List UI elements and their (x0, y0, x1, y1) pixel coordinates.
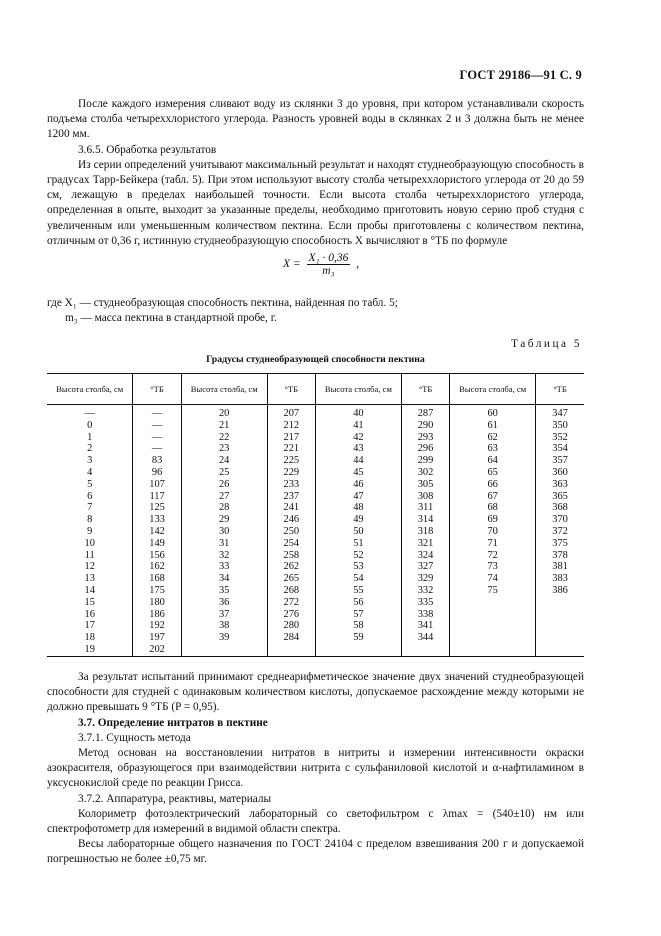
table-cell: 284 (267, 632, 315, 644)
table-cell: 2 (47, 443, 133, 455)
table-cell: 41 (315, 420, 401, 432)
table-cell: 246 (267, 514, 315, 526)
table-row (47, 538, 584, 550)
table-row (47, 597, 584, 609)
table-cell: 156 (133, 550, 181, 562)
table-cell: — (47, 405, 133, 420)
table-cell: 17 (47, 620, 133, 632)
formula-legend (47, 296, 398, 326)
table-title: Градусы студнеобразующей способности пектина (206, 354, 425, 365)
table-cell: 302 (401, 467, 449, 479)
table-cell: 117 (133, 491, 181, 503)
table-cell: 225 (267, 455, 315, 467)
table-cell: 287 (401, 405, 449, 420)
table-cell (267, 644, 315, 656)
table-cell: 290 (401, 420, 449, 432)
table-cell: 180 (133, 597, 181, 609)
table-cell: 258 (267, 550, 315, 562)
table-cell: — (133, 432, 181, 444)
table-cell: 21 (181, 420, 267, 432)
table-cell: 50 (315, 526, 401, 538)
table-cell: 3 (47, 455, 133, 467)
table-row (47, 479, 584, 491)
table-row (47, 526, 584, 538)
table-cell: 368 (552, 502, 568, 514)
table-row (47, 514, 584, 526)
table-cell: 42 (315, 432, 401, 444)
table-header-cell: °ТБ (536, 374, 584, 405)
table-header-cell: °ТБ (133, 374, 181, 405)
table-cell: 237 (267, 491, 315, 503)
table-cell: 241 (267, 502, 315, 514)
table-cell: 33 (181, 561, 267, 573)
table-cell: 324 (401, 550, 449, 562)
table-cell: 20 (181, 405, 267, 420)
table-cell: 107 (133, 479, 181, 491)
table-cell: 69 (450, 514, 536, 526)
table-cell: 329 (401, 573, 449, 585)
table-cell: 19 (47, 644, 133, 656)
table-cell: 0 (47, 420, 133, 432)
table-cell: 375 (552, 537, 568, 549)
table-cell: 233 (267, 479, 315, 491)
table-row (47, 405, 584, 420)
table-cell: 383 (552, 573, 568, 585)
table-cell: 149 (133, 538, 181, 550)
table-cell: 341 (401, 620, 449, 632)
table-cell: 357 (552, 455, 568, 467)
paragraph-result-processing: Из серии определений учитывают максимальный результат и находят студнеобразующую способность в градусах Тарр-Бейкера (табл. 5). При этом используют высоту столба четыреххлористого углерода от 20 до 59 см, лежащую в пределах наибольшей точности. Если высота столба четыреххлористого углерода, определенная в опыте, выходит за указанные пределы, необходимо приготовить новую серию проб студня с увеличенным или уменьшенным количеством пектина. Если пробы приготовлены с количеством пектина, отличным от 0,36 г, истинную студнеобразующую способность X вычисляют в °ТБ по формуле (47, 158, 584, 247)
table-cell: — (133, 405, 181, 420)
table-row (47, 620, 584, 632)
table-cell: 207 (267, 405, 315, 420)
table-cell: 386 (552, 584, 568, 596)
table-cell: 28 (181, 502, 267, 514)
table-header-cell: Высота столба, см (181, 374, 267, 405)
paragraph-result-average: За результат испытаний принимают среднеарифметическое значение двух значений студнеобразующей способности для студней с одинаковым количеством кислоты, допускаемое расхождение между которыми не должно превышать 9 °ТБ (P = 0,95). (47, 671, 584, 714)
table-cell: 54 (315, 573, 401, 585)
table-cell: 63 (450, 443, 536, 455)
formula-fraction (307, 252, 351, 277)
text-block-top (47, 97, 584, 249)
table-cell: 56 (315, 597, 401, 609)
table-cell (536, 597, 584, 609)
table-cell: 168 (133, 573, 181, 585)
table-cell: 7 (47, 502, 133, 514)
paragraph-water-drain: После каждого измерения сливают воду из склянки 3 до уровня, при котором устанавливали скорость подъема столба четыреххлористого углерода. Разность уровней воды в склянках 2 и 3 должна быть не менее 1200 мм. (47, 98, 584, 141)
table-cell (536, 609, 584, 621)
table-cell: 272 (267, 597, 315, 609)
table-cell (450, 597, 536, 609)
section-3-7-heading: 3.7. Определение нитратов в пектине (78, 716, 268, 729)
table-body (47, 405, 584, 657)
table-cell: 75 (450, 585, 536, 597)
section-3-6-5-heading: 3.6.5. Обработка результатов (78, 143, 217, 156)
paragraph-scales: Весы лабораторные общего назначения по ГОСТ 24104 с пределом взвешивания 200 г и допускаемой погрешностью не более ±0,75 мг. (47, 838, 584, 866)
table-row (47, 644, 584, 656)
table-cell: 51 (315, 538, 401, 550)
table-cell: 32 (181, 550, 267, 562)
table-cell (315, 644, 401, 656)
table-row (47, 609, 584, 621)
table-cell: 49 (315, 514, 401, 526)
table-cell: 296 (401, 443, 449, 455)
table-cell: 58 (315, 620, 401, 632)
table-cell: 73 (450, 561, 536, 573)
table-cell: 276 (267, 609, 315, 621)
table-cell: 318 (401, 526, 449, 538)
table-cell (181, 644, 267, 656)
table-row (47, 432, 584, 444)
table-cell: 26 (181, 479, 267, 491)
table-number: Таблица 5 (511, 338, 582, 350)
table-cell: 175 (133, 585, 181, 597)
table-cell: 202 (133, 644, 181, 656)
table-cell: 24 (181, 455, 267, 467)
legend-line-x1: где X₁ — студнеобразующая способность пектина, найденная по табл. 5; (47, 297, 398, 309)
table-cell: 370 (552, 514, 568, 526)
table-cell: 83 (133, 455, 181, 467)
paragraph-method-essence: Метод основан на восстановлении нитратов в нитриты и измерении интенсивности окраски азокрасителя, образующегося при взаимодействии нитрита с сульфаниловой кислотой и α-нафтиламином в уксуснокислой среде по реакции Грисса. (47, 747, 584, 790)
formula-numerator: X₁ · 0,36 (308, 252, 349, 264)
table-cell: 372 (552, 525, 568, 537)
table-row (47, 550, 584, 562)
table-cell: 347 (552, 408, 568, 419)
table-cell: 45 (315, 467, 401, 479)
table-cell: 72 (450, 550, 536, 562)
formula (283, 252, 359, 277)
table-cell: 31 (181, 538, 267, 550)
table-row (47, 420, 584, 432)
paragraph-colorimeter: Колориметр фотоэлектрический лабораторный со светофильтром с λmax = (540±10) нм или спектрофотометр для измерений в видимой области спектра. (47, 807, 584, 836)
table-cell: 29 (181, 514, 267, 526)
table-cell: 360 (552, 466, 568, 478)
table-cell: 338 (401, 609, 449, 621)
table-cell: 10 (47, 538, 133, 550)
table-row (47, 467, 584, 479)
table-cell: 321 (401, 538, 449, 550)
legend-line-m3: m₃ — масса пектина в стандартной пробе, г. (65, 312, 277, 325)
table-cell: 34 (181, 573, 267, 585)
table-cell: 71 (450, 538, 536, 550)
table-cell (536, 632, 584, 644)
table-cell (536, 620, 584, 632)
table-cell: 5 (47, 479, 133, 491)
table-cell: 363 (552, 478, 568, 490)
table-cell: 354 (552, 443, 568, 455)
table-cell: 67 (450, 491, 536, 503)
table-cell: 48 (315, 502, 401, 514)
table-row (47, 443, 584, 455)
table-cell: 212 (267, 420, 315, 432)
table-cell: 133 (133, 514, 181, 526)
table-cell: 53 (315, 561, 401, 573)
table-cell: 66 (450, 479, 536, 491)
table-cell: 186 (133, 609, 181, 621)
table-cell: 96 (133, 467, 181, 479)
formula-tail: , (356, 258, 360, 271)
table-cell: 1 (47, 432, 133, 444)
table-cell (450, 620, 536, 632)
table-cell: 299 (401, 455, 449, 467)
table-cell: 40 (315, 405, 401, 420)
table-cell: 365 (552, 490, 568, 502)
table-cell: 280 (267, 620, 315, 632)
table-header-cell: Высота столба, см (450, 374, 536, 405)
table-cell: 197 (133, 632, 181, 644)
table-row (47, 585, 584, 597)
table-cell: 57 (315, 609, 401, 621)
table-cell (536, 644, 584, 656)
table-cell: 344 (401, 632, 449, 644)
table-cell: — (133, 443, 181, 455)
table-header-cell: Высота столба, см (47, 374, 133, 405)
table-cell: 332 (401, 585, 449, 597)
table-cell: 378 (552, 549, 568, 561)
table-cell: 125 (133, 502, 181, 514)
table-cell: 305 (401, 479, 449, 491)
table-cell: 18 (47, 632, 133, 644)
table-header-cell: Высота столба, см (315, 374, 401, 405)
table-cell: 327 (401, 561, 449, 573)
table-cell: 250 (267, 526, 315, 538)
table-cell: 254 (267, 538, 315, 550)
table-cell: 352 (552, 431, 568, 443)
table-cell: 381 (552, 561, 568, 573)
table-cell: 35 (181, 585, 267, 597)
table-cell (401, 644, 449, 656)
table-cell: 52 (315, 550, 401, 562)
table-cell: 14 (47, 585, 133, 597)
table-header-row (47, 374, 584, 405)
text-block-bottom (47, 670, 584, 868)
table-header-cell: °ТБ (401, 374, 449, 405)
table-cell: 6 (47, 491, 133, 503)
table-cell: 142 (133, 526, 181, 538)
table-cell: 59 (315, 632, 401, 644)
table-cell: 64 (450, 455, 536, 467)
table-5 (47, 373, 584, 657)
table-cell: 65 (450, 467, 536, 479)
table-row (47, 455, 584, 467)
section-3-7-1-heading: 3.7.1. Сущность метода (78, 731, 191, 744)
page-header: ГОСТ 29186—91 С. 9 (459, 68, 582, 82)
table-cell: 311 (401, 502, 449, 514)
table-cell: 308 (401, 491, 449, 503)
table-cell: 221 (267, 443, 315, 455)
section-3-7-2-heading: 3.7.2. Аппаратура, реактивы, материалы (78, 792, 272, 805)
table-cell: 44 (315, 455, 401, 467)
table-cell: 217 (267, 432, 315, 444)
table-cell: 30 (181, 526, 267, 538)
table-cell: 162 (133, 561, 181, 573)
table-cell: 62 (450, 432, 536, 444)
table-row (47, 502, 584, 514)
formula-denominator: m₃ (322, 265, 335, 277)
table-cell (450, 609, 536, 621)
table-cell: 60 (450, 405, 536, 420)
table-cell: 12 (47, 561, 133, 573)
table-cell: 262 (267, 561, 315, 573)
table-cell: 9 (47, 526, 133, 538)
table-cell (450, 644, 536, 656)
table-row (47, 632, 584, 644)
table-cell: 36 (181, 597, 267, 609)
table-cell: 4 (47, 467, 133, 479)
table-cell: 15 (47, 597, 133, 609)
table-row (47, 491, 584, 503)
table-cell: 43 (315, 443, 401, 455)
table-cell: 16 (47, 609, 133, 621)
table-row (47, 561, 584, 573)
table-cell: 47 (315, 491, 401, 503)
table-cell: 268 (267, 585, 315, 597)
table-cell: 25 (181, 467, 267, 479)
table-cell: 70 (450, 526, 536, 538)
table-cell: 46 (315, 479, 401, 491)
table-cell: 11 (47, 550, 133, 562)
table-cell: 68 (450, 502, 536, 514)
table-cell: 13 (47, 573, 133, 585)
table-cell: 265 (267, 573, 315, 585)
table-cell: 39 (181, 632, 267, 644)
table-cell: 27 (181, 491, 267, 503)
table-cell: 22 (181, 432, 267, 444)
table-cell: 8 (47, 514, 133, 526)
formula-lhs: X = (283, 258, 301, 271)
table-row (47, 573, 584, 585)
table-header-cell: °ТБ (267, 374, 315, 405)
table-cell: 293 (401, 432, 449, 444)
table-cell: 350 (552, 419, 568, 431)
table-cell: 192 (133, 620, 181, 632)
table-cell: 335 (401, 597, 449, 609)
table-cell: 314 (401, 514, 449, 526)
table-cell: 61 (450, 420, 536, 432)
table-cell: — (133, 420, 181, 432)
table-cell (450, 632, 536, 644)
table-cell: 229 (267, 467, 315, 479)
table-cell: 37 (181, 609, 267, 621)
table-cell: 74 (450, 573, 536, 585)
table-cell: 55 (315, 585, 401, 597)
table-cell: 38 (181, 620, 267, 632)
table-cell: 23 (181, 443, 267, 455)
